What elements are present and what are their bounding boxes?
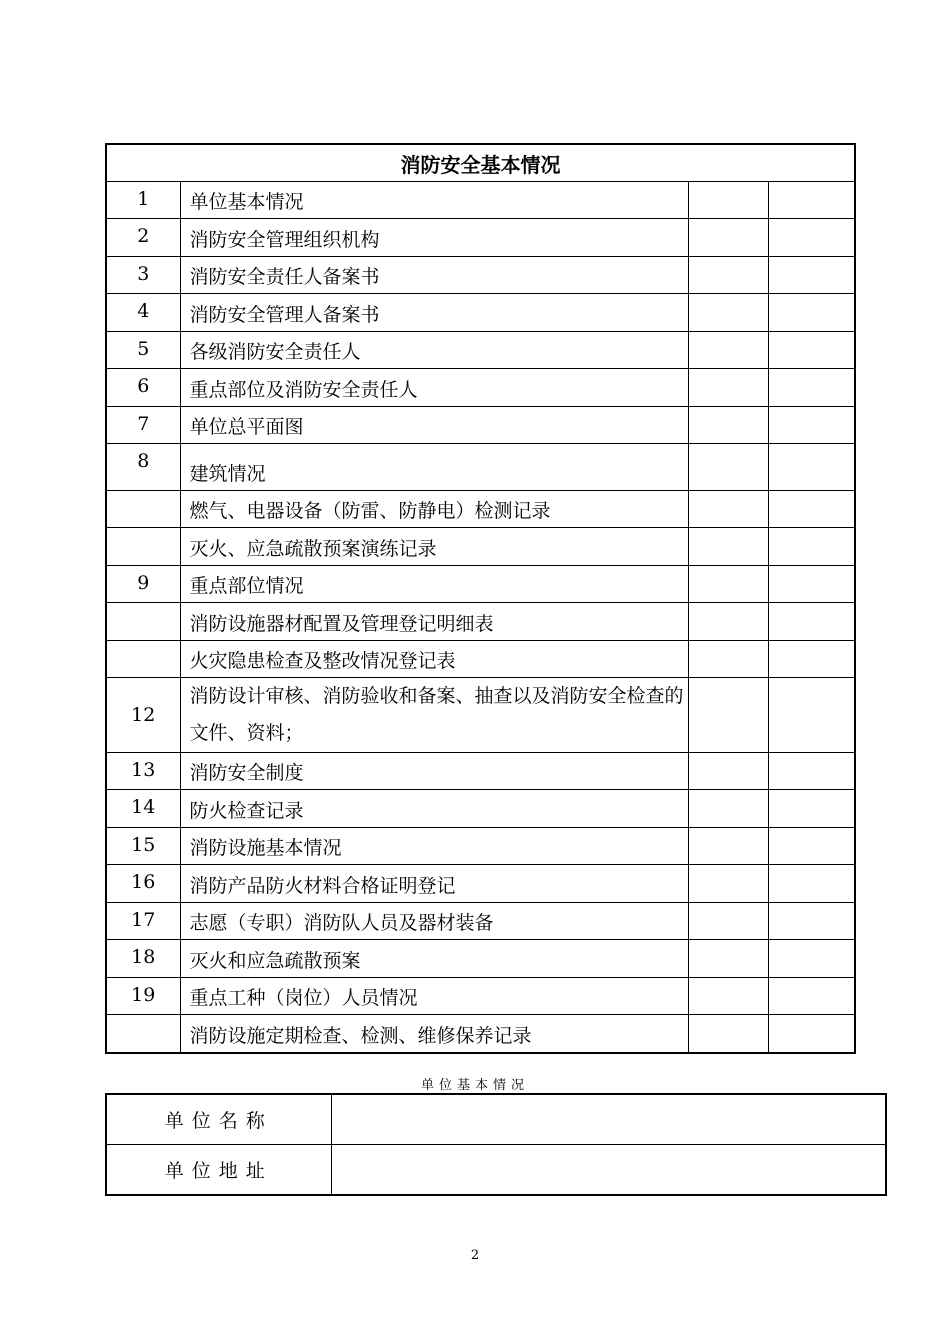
unit-address-field[interactable] [331, 1145, 886, 1196]
empty-cell [768, 566, 855, 603]
empty-cell [768, 294, 855, 332]
empty-cell [688, 528, 768, 566]
unit-name-field[interactable] [331, 1094, 886, 1145]
row-item: 重点部位及消防安全责任人 [180, 369, 688, 407]
empty-cell [768, 257, 855, 294]
unit-name-row [106, 1094, 886, 1145]
row-item: 消防设计审核、消防验收和备案、抽查以及消防安全检查的文件、资料； [180, 678, 688, 753]
empty-cell [768, 407, 855, 444]
empty-cell [688, 332, 768, 369]
row-item: 志愿（专职）消防队人员及器材装备 [180, 903, 688, 940]
row-number: 17 [106, 903, 180, 940]
row-number: 3 [106, 257, 180, 294]
table-row [106, 940, 855, 978]
unit-name-label: 单位名称 [106, 1094, 331, 1145]
row-number: 2 [106, 219, 180, 257]
empty-cell [768, 528, 855, 566]
empty-cell [688, 1015, 768, 1053]
empty-cell [768, 444, 855, 491]
table-row [106, 865, 855, 903]
table-row [106, 332, 855, 369]
unit-address-row [106, 1145, 886, 1196]
row-item: 消防安全制度 [180, 753, 688, 790]
row-item: 防火检查记录 [180, 790, 688, 828]
row-item: 建筑情况 [180, 444, 688, 491]
table-row [106, 407, 855, 444]
row-item: 单位基本情况 [180, 182, 688, 219]
row-number [106, 528, 180, 566]
row-item: 消防安全管理组织机构 [180, 219, 688, 257]
row-number: 13 [106, 753, 180, 790]
empty-cell [688, 978, 768, 1015]
empty-cell [688, 219, 768, 257]
row-item: 单位总平面图 [180, 407, 688, 444]
table-row [106, 369, 855, 407]
empty-cell [768, 790, 855, 828]
empty-cell [688, 407, 768, 444]
empty-cell [688, 641, 768, 678]
row-number: 9 [106, 566, 180, 603]
empty-cell [688, 940, 768, 978]
table-row [106, 294, 855, 332]
row-number [106, 641, 180, 678]
empty-cell [768, 1015, 855, 1053]
empty-cell [768, 940, 855, 978]
row-item: 消防安全责任人备案书 [180, 257, 688, 294]
empty-cell [688, 444, 768, 491]
row-number: 15 [106, 828, 180, 865]
row-item: 灭火和应急疏散预案 [180, 940, 688, 978]
empty-cell [768, 978, 855, 1015]
row-item: 重点工种（岗位）人员情况 [180, 978, 688, 1015]
fire-safety-index-table [105, 143, 856, 1054]
empty-cell [768, 219, 855, 257]
row-number: 12 [106, 678, 180, 753]
row-number: 19 [106, 978, 180, 1015]
row-number [106, 491, 180, 528]
empty-cell [768, 332, 855, 369]
empty-cell [768, 828, 855, 865]
empty-cell [688, 865, 768, 903]
unit-info-table [105, 1093, 887, 1196]
row-item: 消防设施器材配置及管理登记明细表 [180, 603, 688, 641]
empty-cell [768, 678, 855, 753]
row-number: 1 [106, 182, 180, 219]
row-item: 消防设施基本情况 [180, 828, 688, 865]
table-row [106, 978, 855, 1015]
row-number: 7 [106, 407, 180, 444]
empty-cell [688, 294, 768, 332]
row-item: 灭火、应急疏散预案演练记录 [180, 528, 688, 566]
table-row [106, 603, 855, 641]
empty-cell [688, 828, 768, 865]
empty-cell [688, 790, 768, 828]
table-title: 消防安全基本情况 [106, 144, 855, 182]
row-number [106, 1015, 180, 1053]
empty-cell [688, 257, 768, 294]
unit-address-label: 单位地址 [106, 1145, 331, 1196]
unit-section-caption: 单位基本情况 [420, 1078, 529, 1093]
table-row [106, 528, 855, 566]
row-number [106, 603, 180, 641]
empty-cell [688, 903, 768, 940]
table-row [106, 566, 855, 603]
row-number: 5 [106, 332, 180, 369]
table-row [106, 903, 855, 940]
empty-cell [768, 369, 855, 407]
row-number: 18 [106, 940, 180, 978]
empty-cell [768, 182, 855, 219]
empty-cell [768, 753, 855, 790]
table-row [106, 219, 855, 257]
empty-cell [688, 753, 768, 790]
table-row [106, 491, 855, 528]
empty-cell [688, 182, 768, 219]
table-row [106, 257, 855, 294]
empty-cell [688, 678, 768, 753]
empty-cell [688, 491, 768, 528]
row-item: 消防产品防火材料合格证明登记 [180, 865, 688, 903]
table-row [106, 828, 855, 865]
empty-cell [768, 491, 855, 528]
row-item: 消防设施定期检查、检测、维修保养记录 [180, 1015, 688, 1053]
empty-cell [768, 641, 855, 678]
table-row [106, 753, 855, 790]
row-item: 各级消防安全责任人 [180, 332, 688, 369]
row-number: 14 [106, 790, 180, 828]
row-number: 8 [106, 444, 180, 491]
table-row [106, 790, 855, 828]
row-number: 6 [106, 369, 180, 407]
row-item: 火灾隐患检查及整改情况登记表 [180, 641, 688, 678]
page-number: 2 [470, 1248, 480, 1263]
table-row [106, 444, 855, 491]
empty-cell [688, 603, 768, 641]
row-item: 消防安全管理人备案书 [180, 294, 688, 332]
table-row [106, 182, 855, 219]
empty-cell [768, 903, 855, 940]
row-number: 4 [106, 294, 180, 332]
row-number: 16 [106, 865, 180, 903]
empty-cell [768, 603, 855, 641]
empty-cell [688, 566, 768, 603]
table-row [106, 678, 855, 753]
table-row [106, 1015, 855, 1053]
empty-cell [688, 369, 768, 407]
empty-cell [768, 865, 855, 903]
row-item: 重点部位情况 [180, 566, 688, 603]
row-item: 燃气、电器设备（防雷、防静电）检测记录 [180, 491, 688, 528]
table-row [106, 641, 855, 678]
